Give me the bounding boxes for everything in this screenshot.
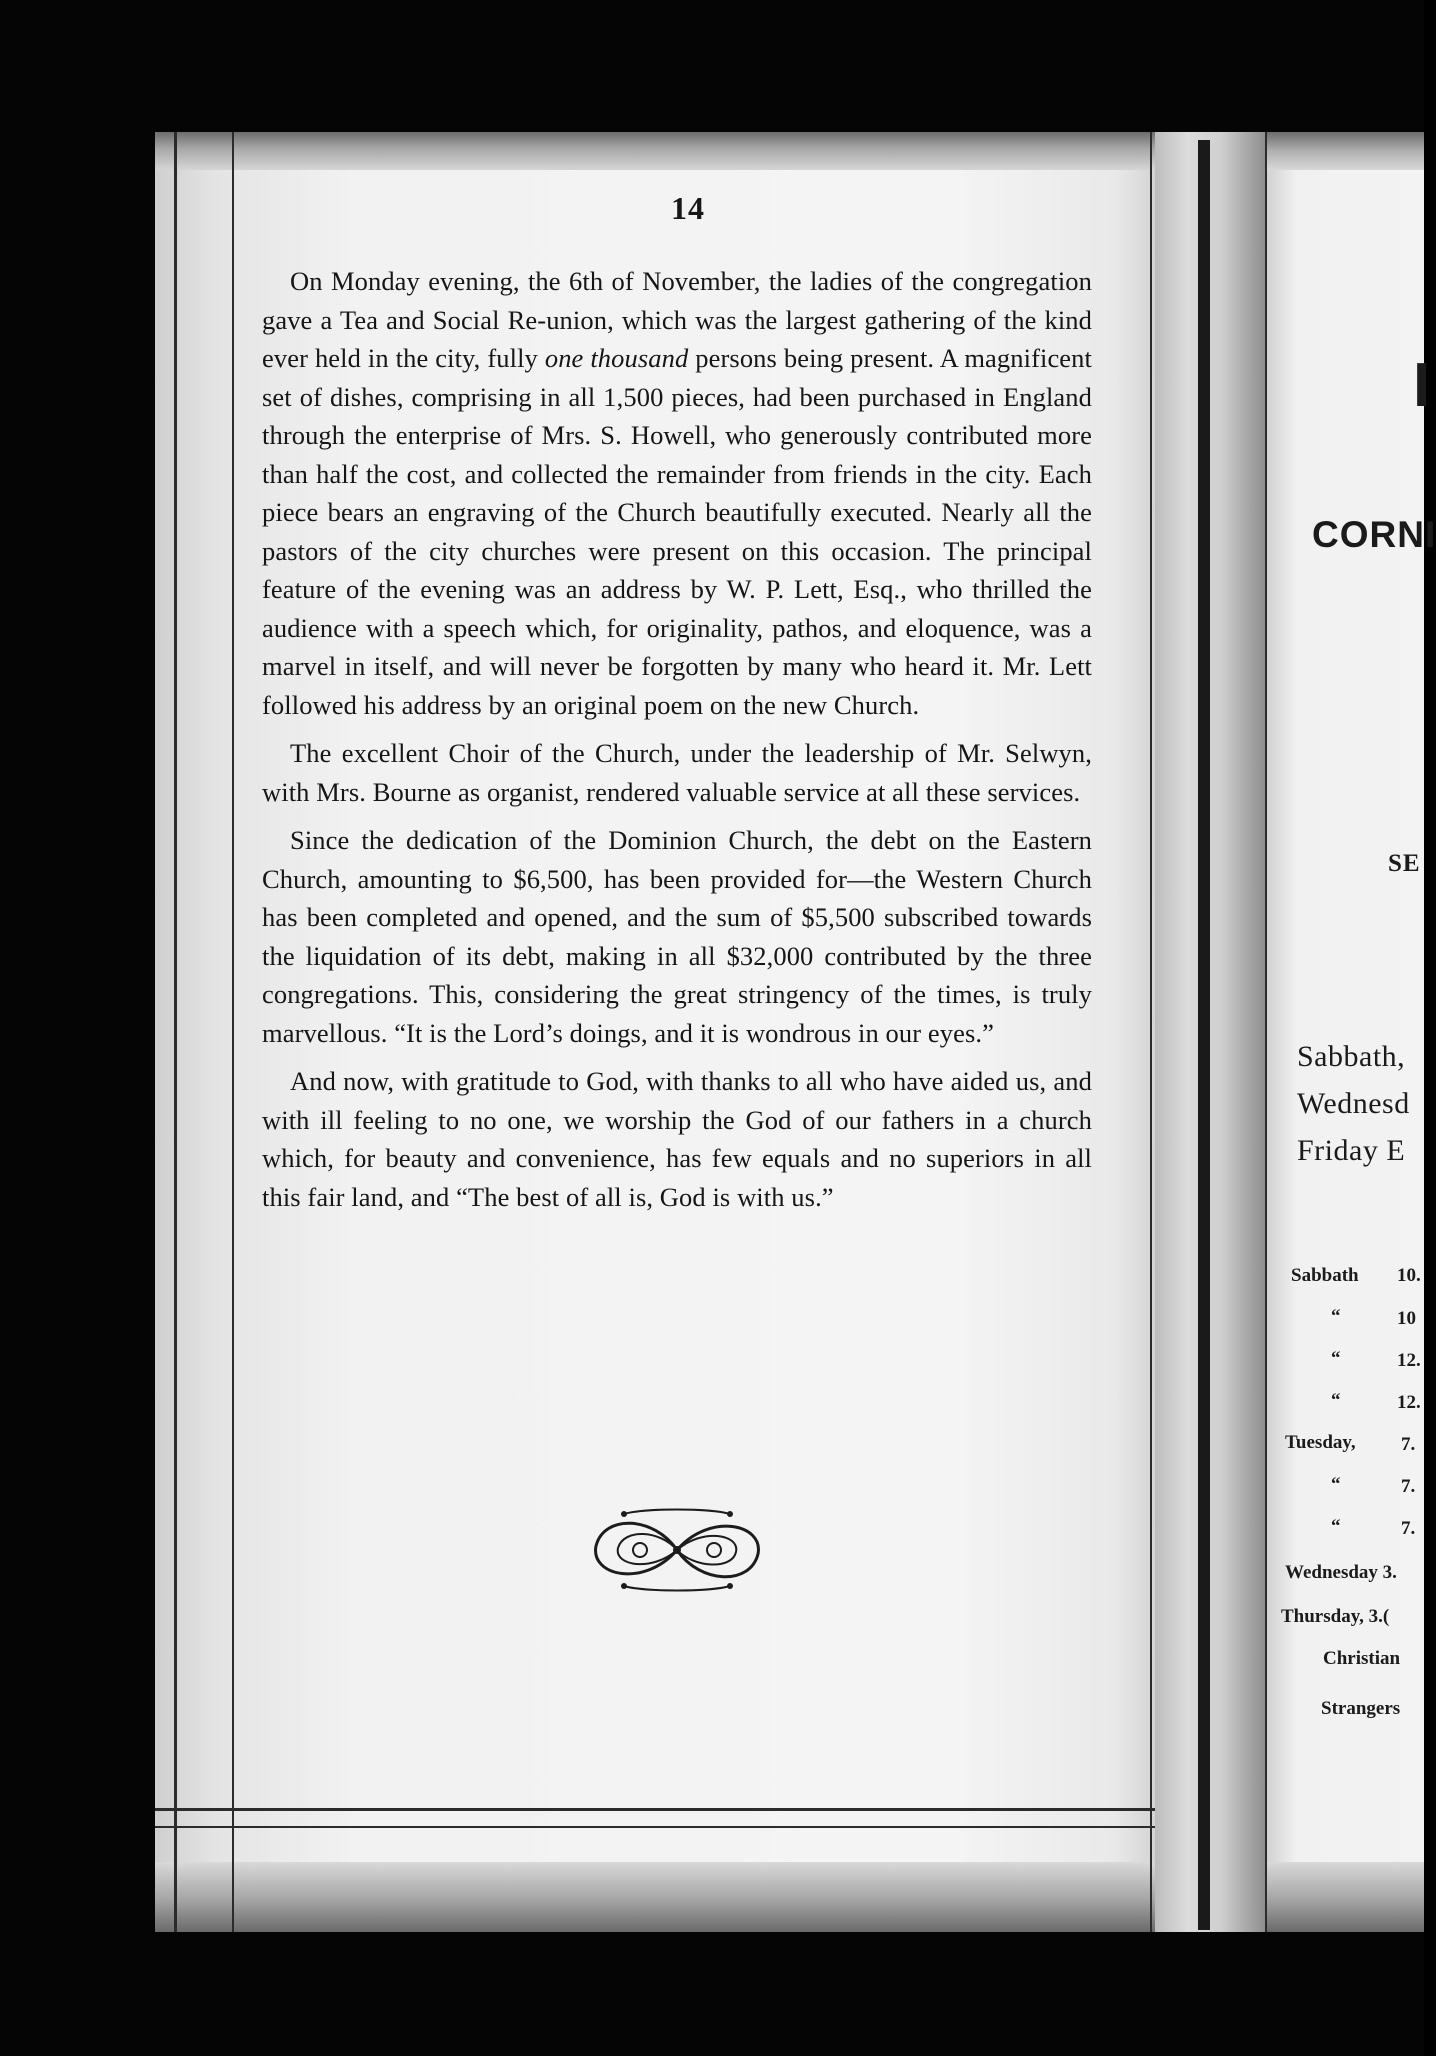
- facing-title-fragment: CORNI: [1312, 514, 1436, 555]
- paragraph: [262, 262, 1092, 724]
- facing-service-day: “: [1331, 1474, 1341, 1495]
- binding-cord: [1198, 140, 1210, 1930]
- facing-page: [1265, 132, 1436, 1932]
- top-page-edge: [155, 132, 1155, 170]
- bottom-border-rule: [155, 1808, 1265, 1811]
- inner-left-border-rule: [232, 132, 234, 1932]
- right-border-rule: [1150, 132, 1152, 1932]
- facing-lower-row: Strangers: [1321, 1698, 1401, 1719]
- emphasized-text: one thousand: [544, 343, 689, 373]
- facing-page-border: [1265, 132, 1267, 1932]
- facing-service-time: 7.: [1401, 1476, 1416, 1497]
- paragraph: Since the dedication of the Dominion Church, the debt on the Eastern Church, amounting to $6,500, has been provided for—the Western Church has been completed and opened, and the sum of $5,500 subscribed towards the liquidation of its debt, making in all $32,000 contributed by the three congregations. This, considering the great stringency of the times, is truly marvellous. “It is the Lord’s doings, and it is wondrous in our eyes.”: [262, 825, 1092, 1048]
- facing-lower-row: Wednesday 3.: [1285, 1562, 1397, 1583]
- facing-top-edge: [1265, 132, 1424, 170]
- page-number: 14: [671, 190, 705, 226]
- facing-bottom-edge: [1265, 1862, 1424, 1932]
- facing-service-time: 12.: [1397, 1392, 1421, 1413]
- facing-schedule-day: Sabbath,: [1297, 1040, 1406, 1073]
- facing-service-day: Sabbath: [1291, 1265, 1359, 1286]
- body-text: [262, 262, 1092, 1226]
- bottom-page-edge: [155, 1862, 1155, 1932]
- facing-service-day: Tuesday,: [1285, 1432, 1356, 1453]
- facing-service-time: 12.: [1397, 1350, 1421, 1371]
- facing-schedule-day: Friday E: [1297, 1134, 1406, 1167]
- left-border-rule: [174, 132, 177, 1932]
- scroll-ornament-icon: [584, 1506, 770, 1594]
- facing-service-time: 7.: [1401, 1518, 1416, 1539]
- facing-service-time: 10.: [1397, 1265, 1421, 1286]
- paragraph-text: persons being present. A magnificent set of dishes, comprising in all 1,500 pieces, had been purchased in England through the enterprise of Mrs. S. Howell, who generously contributed more than half the cost, and collected the remainder from friends in the city. Each piece bears an engraving of the Church beautifully executed. Nearly all the pastors of the city churches were present on this occasion. The principal feature of the evening was an address by W. P. Lett, Esq., who thrilled the audience with a speech which, for originality, pathos, and eloquence, was a marvel in itself, and will never be forgotten by many who heard it. Mr. Lett followed his address by an original poem on the new Church.: [262, 343, 1092, 720]
- facing-subtitle-fragment: SE: [1388, 850, 1421, 877]
- facing-heading-fragment: I: [1413, 351, 1431, 420]
- facing-service-day: “: [1331, 1306, 1341, 1327]
- facing-lower-row: Thursday, 3.(: [1281, 1606, 1390, 1627]
- facing-service-time: 10: [1397, 1308, 1416, 1329]
- facing-service-day: “: [1331, 1516, 1341, 1537]
- facing-schedule-day: Wednesd: [1297, 1087, 1410, 1120]
- facing-service-day: “: [1331, 1348, 1341, 1369]
- paragraph: The excellent Choir of the Church, under the leadership of Mr. Selwyn, with Mrs. Bourne as organist, rendered valuable service at all these services.: [262, 738, 1092, 807]
- facing-lower-row: Christian: [1323, 1648, 1401, 1669]
- paragraph-text: On Monday evening, the 6th of November, the ladies of the congregation gave a Tea and Social Re-union, which was the largest gathering of the kind ever held in the city, fully: [262, 266, 1092, 373]
- paragraph: And now, with gratitude to God, with thanks to all who have aided us, and with ill feeling to no one, we worship the God of our fathers in a church which, for beauty and convenience, has few equals and no superiors in all this fair land, and “The best of all is, God is with us.”: [262, 1066, 1092, 1212]
- book-gutter: [1155, 132, 1265, 1932]
- facing-service-time: 7.: [1401, 1434, 1416, 1455]
- facing-service-day: “: [1331, 1390, 1341, 1411]
- bottom-border-rule-inner: [155, 1826, 1265, 1828]
